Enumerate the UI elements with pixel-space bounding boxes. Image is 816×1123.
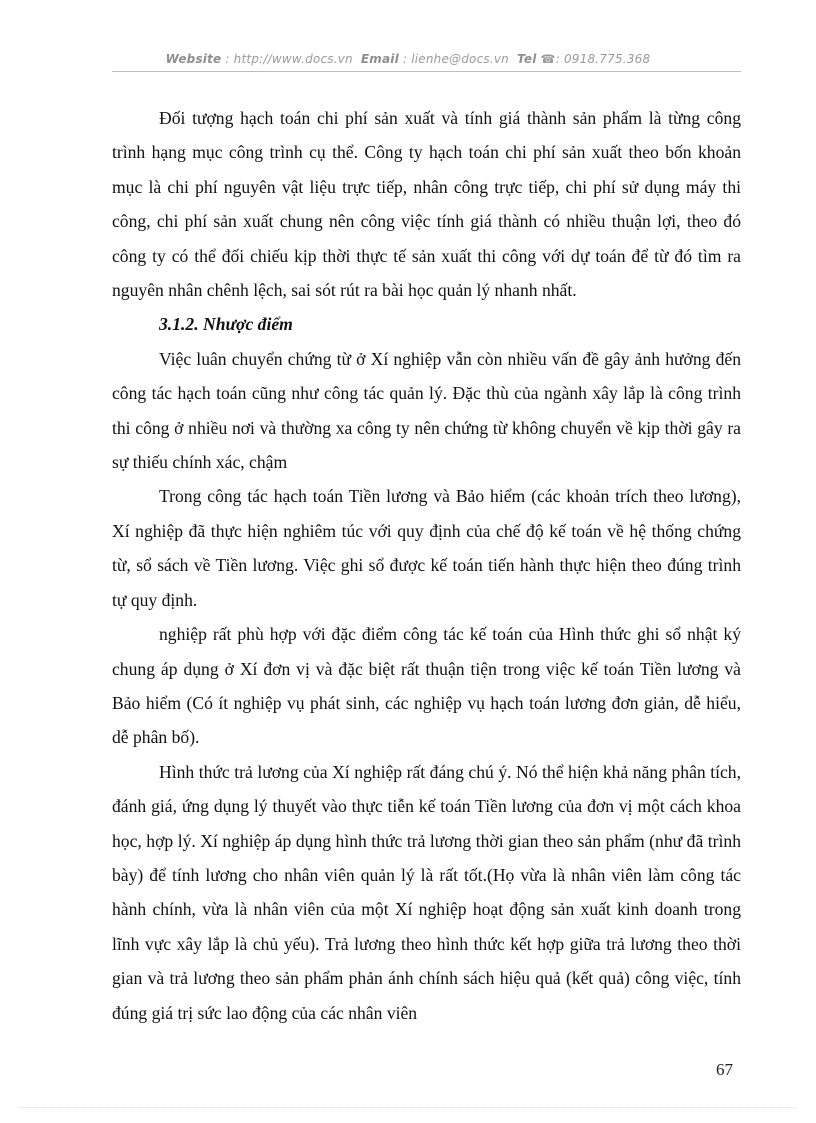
page-number: 67 xyxy=(716,1060,733,1079)
document-body xyxy=(112,101,741,1030)
email-label: Email xyxy=(360,52,399,66)
section-heading: 3.1.2. Nhược điểm xyxy=(159,314,293,335)
paragraph-2: Việc luân chuyển chứng từ ở Xí nghiệp vẫn còn nhiều vấn đề gây ảnh hưởng đến công tác hạch toán cũng như công tác quản lý. Đặc thù của ngành xây lắp là công trình thi công ở nhiều nơi và thường xa công ty nên chứng từ không chuyển về kịp thời gây ra sự thiếu chính xác, chậm xyxy=(112,348,741,473)
paragraph-4: nghiệp rất phù hợp với đặc điểm công tác kế toán của Hình thức ghi sổ nhật ký chung áp dụng ở Xí đơn vị và đặc biệt rất thuận tiện trong việc kế toán Tiền lương và Bảo hiểm (Có ít nghiệp vụ phát sinh, các nghiệp vụ hạch toán lương đơn giản, dễ hiểu, dễ phân bố). xyxy=(112,624,741,748)
website-value: : http://www.docs.vn xyxy=(225,52,353,66)
phone-icon: ☎ xyxy=(540,52,556,66)
footer-rule xyxy=(20,1107,796,1108)
paragraph-1: Đối tượng hạch toán chi phí sản xuất và tính giá thành sản phẩm là từng công trình hạng mục công trình cụ thể. Công ty hạch toán chi phí sản xuất theo bốn khoản mục là chi phí nguyên vật liệu trực tiếp, nhân công trực tiếp, chi phí sử dụng máy thi công, chi phí sản xuất chung nên công việc tính giá thành có nhiều thuận lợi, theo đó công ty có thể đối chiếu kịp thời thực tế sản xuất thi công với dự toán để từ đó tìm ra nguyên nhân chênh lệch, sai sót rút ra bài học quản lý nhanh nhất. xyxy=(112,108,741,301)
website-label: Website xyxy=(165,52,222,66)
paragraph-5: Hình thức trả lương của Xí nghiệp rất đáng chú ý. Nó thể hiện khả năng phân tích, đánh giá, ứng dụng lý thuyết vào thực tiễn kế toán Tiền lương của đơn vị một cách khoa học, hợp lý. Xí nghiệp áp dụng hình thức trả lương thời gian theo sản phẩm (như đã trình bày) để tính lương cho nhân viên quản lý là rất tốt.(Họ vừa là nhân viên làm công tác hành chính, vừa là nhân viên của một Xí nghiệp hoạt động sản xuất kinh doanh trong lĩnh vực xây lắp là chủ yếu). Trả lương theo hình thức kết hợp giữa trả lương theo thời gian và trả lương theo sản phẩm phản ánh chính sách hiệu quả (kết quả) công việc, tính đúng giá trị sức lao động của các nhân viên xyxy=(112,761,741,1023)
page-header xyxy=(0,52,816,66)
paragraph-3: Trong công tác hạch toán Tiền lương và Bảo hiểm (các khoản trích theo lương), Xí nghiệp đã thực hiện nghiêm túc với quy định của chế độ kế toán về hệ thống chứng từ, sổ sách về Tiền lương. Việc ghi sổ được kế toán tiến hành thực hiện theo đúng trình tự quy định. xyxy=(112,486,741,610)
tel-label: Tel xyxy=(517,52,537,66)
header-rule xyxy=(112,71,741,72)
email-value: : lienhe@docs.vn xyxy=(402,52,509,66)
tel-value: : 0918.775.368 xyxy=(555,52,651,66)
